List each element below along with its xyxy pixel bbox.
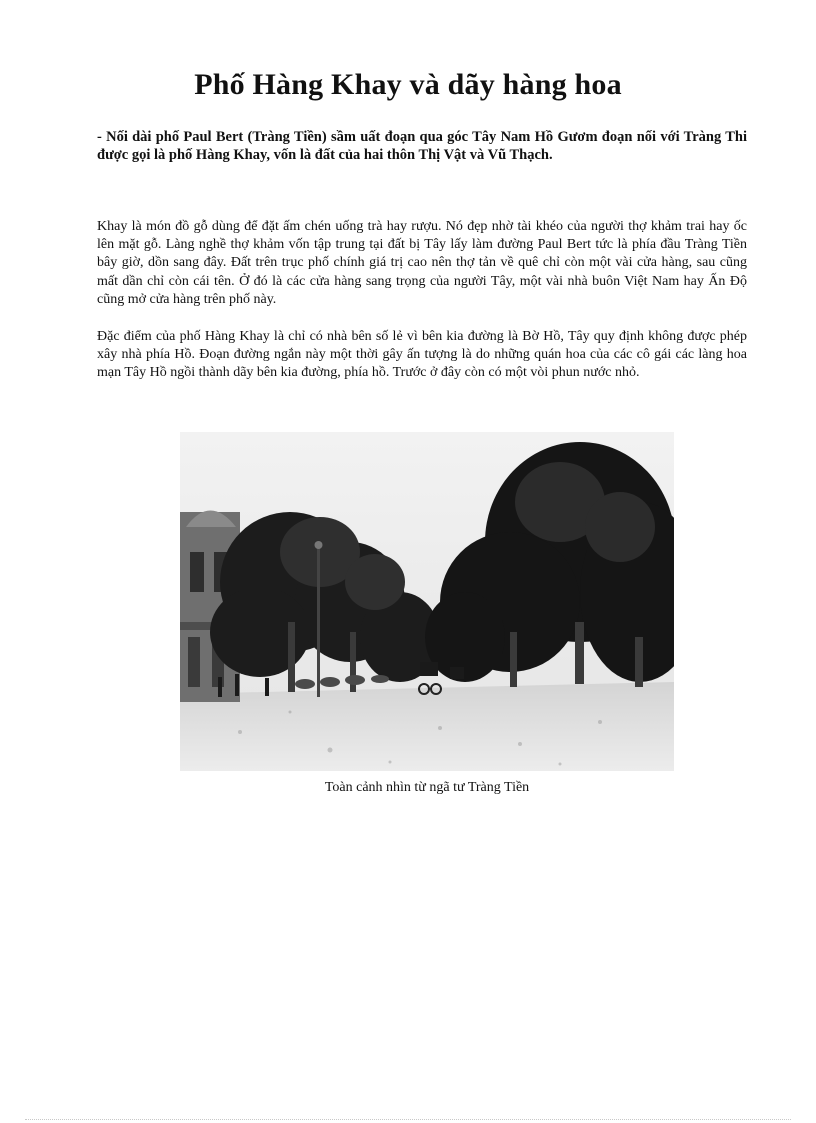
photo-caption: Toàn cảnh nhìn từ ngã tư Tràng Tiền <box>324 780 530 795</box>
page-title: Phố Hàng Khay và dãy hàng hoa <box>194 68 622 101</box>
page-bottom-divider <box>25 1119 791 1120</box>
body-paragraph-1: Khay là món đồ gỗ dùng để đặt ấm chén uống trà hay rượu. Nó đẹp nhờ tài khéo của người thợ khảm trai hay ốc lên mặt gỗ. Làng nghề thợ khảm vốn tập trung tại đất bị Tây lấy làm đường Paul Bert tức là phía đầu Tràng Tiền bây giờ, dồn sang đây. Đất trên trục phố chính giá trị cao nên thợ tản về quê chỉ còn một vài cửa hàng, sau cũng mất dần chỉ còn cái tên. Ở đó là các cửa hàng sang trọng của người Tây, một vài nhà buôn Việt Nam hay Ấn Độ cũng mở cửa hàng trên phố này. <box>97 219 747 307</box>
street-photo <box>180 432 674 771</box>
lead-paragraph: - Nối dài phố Paul Bert (Tràng Tiền) sầm uất đoạn qua góc Tây Nam Hồ Gươm đoạn nối với Tràng Thi được gọi là phố Hàng Khay, vốn là đất của hai thôn Thị Vật và Vũ Thạch. <box>97 129 747 163</box>
body-paragraph-2: Đặc điểm của phố Hàng Khay là chỉ có nhà bên số lẻ vì bên kia đường là Bờ Hồ, Tây quy định không được phép xây nhà phía Hồ. Đoạn đường ngắn này một thời gây ấn tượng là do những quán hoa của các cô gái các làng hoa mạn Tây Hồ ngồi thành dãy bên kia đường, phía hồ. Trước ở đây còn có một vòi phun nước nhỏ. <box>97 329 747 381</box>
